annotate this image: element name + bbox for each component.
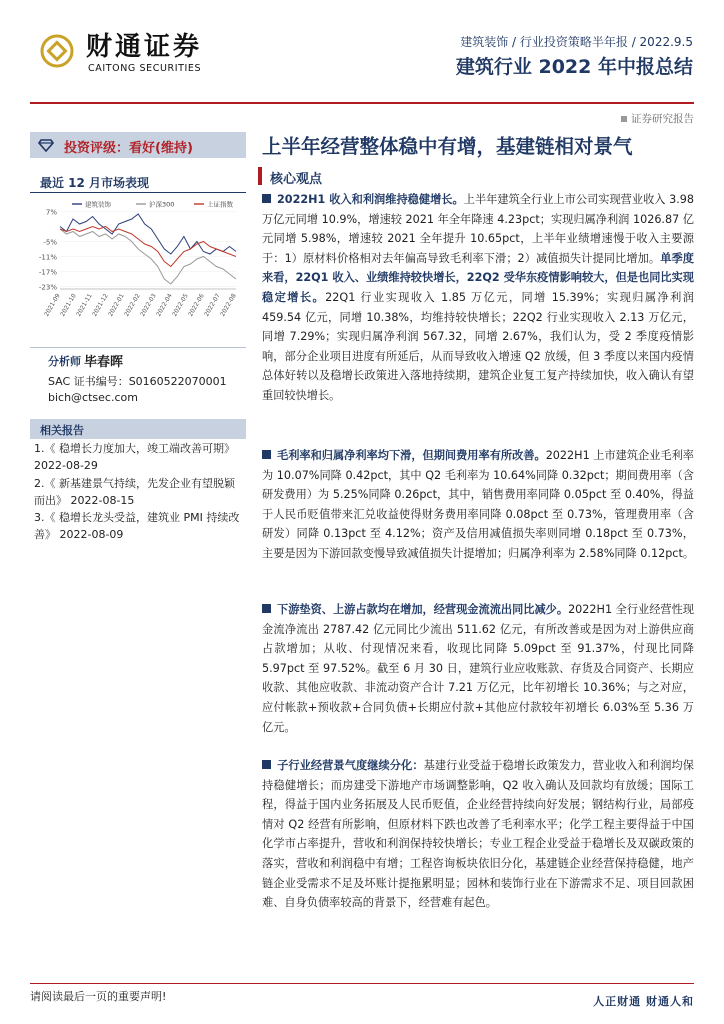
para-text: 2022H1 上市建筑企业毛利率为 10.07%同降 0.42pct，其中 Q2 毛利率为 10.64%同降 0.32pct；期间费用率（含研发费用）为 5.25%同降 0.26pct，其中，销售费用率同降 0.05pct 至 0.40%，得益于人民币贬值带来汇兑收益使得财务费用率同降 0.08pct 至 0.73%，管理费用率（含研发）同降 0.13pct 至 4.12%；资产及信用减值损失率则同增 0.18pct 至 0.73%，主要是因为下游回款变慢导致减值损失计提增加；归属净利率为 2.58%同降 0.12pct。 bbox=[262, 449, 695, 560]
chart-x-tick-label: 2022-03 bbox=[139, 292, 158, 318]
chart-legend-label: 上证指数 bbox=[207, 200, 233, 209]
report-type bbox=[600, 111, 694, 126]
bullet-icon bbox=[262, 760, 271, 769]
para-text: 基建行业受益于稳增长政策发力，营业收入和利润均保持稳健增长；而房建受下游地产市场调整影响，Q2 收入确认及回款均有放缓；国际工程，得益于国内业务拓展及人民币贬值，企业经营持续向好发展；钢结构行业，局部疫情对 Q2 经营有所影响，但原材料下跌也改善了毛利率水平；化学工程主要得益于中国化学市占率提升，营收和利润保持较快增长；专业工程企业受益于稳增长及双碳政策的落实，营收和利润稳中有增；工程咨询板块依旧分化，基建链企业经营保持稳健，地产链企业受需求不足及坏账计提拖累明显；园林和装饰行业在下游需求不足、项目回款困难、自身负债率较高的背景下，经营难有起色。 bbox=[262, 759, 694, 910]
logo-icon bbox=[40, 34, 74, 68]
chart-x-tick-label: 2022-04 bbox=[155, 292, 174, 318]
paragraph-revenue bbox=[262, 190, 694, 406]
para-bold: 下游垫资、上游占款均在增加，经营现金流流出同比减少。 bbox=[277, 603, 569, 616]
para-text: 2022H1 全行业经营性现金流净流出 2787.42 亿元同比少流出 511.62 亿元，有所改善或是因为对上游供应商占款增加；从收、付现情况来看，收现比同降 5.09pct 至 91.37%，付现比同降 5.97pct 至 97.52%。截至 6 月 30 日，建筑行业应收账款、存货及合同资产、长期应收款、其他应收款、非流动资产合计 7.21 万亿元，比年初增长 10.36%；与之对应，应付帐款+预收款+合同负债+长期应付款+其他应付款较年初增长 6.03%至 5.36 万亿元。 bbox=[262, 603, 694, 734]
related-report-2[interactable] bbox=[34, 475, 244, 509]
chart-y-tick-label: -11% bbox=[38, 253, 57, 262]
related-report-text: 新基建景气持续，先发企业有望脱颖而出 bbox=[34, 477, 235, 507]
chart-x-tick-label: 2021-12 bbox=[91, 292, 110, 318]
related-report-text: 稳增长力度加大，竣工端改善可期 bbox=[59, 442, 224, 455]
chart-y-tick-label: -5% bbox=[43, 238, 57, 247]
para-text: 上半年建筑全行业上市公司实现营业收入 3.98 万亿元同增 10.9%，增速较 2021 年全年降速 4.23pct；实现归属净利润 1026.87 亿元同增 5.98%，增速较 2021 全年提升 10.65pct，上半年业绩增速慢于收入主要源于：1）原材料价格相对去年偏高导致毛利率下滑；2）减值损失计提同比增加。 bbox=[262, 193, 695, 265]
related-report-date: 》 2022-08-15 bbox=[56, 494, 135, 507]
diamond-icon bbox=[38, 139, 54, 152]
logo-english: CAITONG SECURITIES bbox=[88, 63, 202, 74]
related-report-prefix: 2.《 bbox=[34, 477, 56, 490]
bullet-icon bbox=[262, 450, 271, 459]
para-bold: 子行业经营景气度继续分化： bbox=[277, 759, 424, 772]
breadcrumb: 建筑装饰 / 行业投资策略半年报 / 2022.9.5 bbox=[460, 35, 693, 49]
chart-legend-label: 建筑装饰 bbox=[85, 200, 111, 209]
para-bold: 毛利率和归属净利率均下滑，但期间费用率有所改善。 bbox=[277, 449, 546, 462]
related-report-text: 稳增长龙头受益，建筑业 PMI 持续改善 bbox=[34, 511, 240, 541]
chart-y-tick-label: -17% bbox=[38, 268, 57, 277]
market-performance-chart bbox=[30, 195, 246, 345]
footer-slogan: 人正财通 财通人和 bbox=[593, 995, 694, 1008]
paragraph-cashflow bbox=[262, 600, 694, 737]
chart-x-tick-label: 2022-06 bbox=[187, 292, 206, 318]
related-report-prefix: 1.《 bbox=[34, 442, 56, 455]
sac-number: SAC 证书编号：S0160522070001 bbox=[48, 375, 227, 388]
related-report-prefix: 3.《 bbox=[34, 511, 56, 524]
analyst-email[interactable]: bich@ctsec.com bbox=[48, 391, 138, 404]
para-text: 22Q1 行业实现收入 1.85 万亿元，同增 15.39%；实现归属净利润 459.54 亿元，同增 10.38%，均维持较快增长；22Q2 行业实现收入 2.13 万亿元，同增 7.29%；实现归属净利润 567.32，同增 2.67%，我们认为，受 2 季度疫情影响，部分企业项目进度有所延后，从而导致收入增速 Q2 放缓，但 3 季度以来国内疫情总体好转以及稳增长政策进入落地持续期，建筑企业复工复产持续加快，收入确认有望重回较快增长。 bbox=[262, 290, 694, 402]
headline: 上半年经营整体稳中有增，基建链相对景气 bbox=[262, 135, 633, 158]
chart-y-tick-label: -23% bbox=[38, 283, 57, 292]
market-performance-title: 最近 12 月市场表现 bbox=[40, 176, 150, 190]
report-type-label: 证券研究报告 bbox=[631, 113, 694, 125]
core-marker bbox=[258, 167, 262, 185]
related-report-1[interactable] bbox=[34, 440, 244, 474]
analyst-label: 分析师 bbox=[48, 355, 81, 368]
chart-x-tick-label: 2022-08 bbox=[219, 292, 238, 318]
report-title: 建筑行业 2022 年中报总结 bbox=[455, 56, 693, 78]
paragraph-margin bbox=[262, 446, 694, 564]
footer-disclaimer: 请阅读最后一页的重要声明! bbox=[30, 990, 167, 1003]
para-bold: 单季度来看，22Q1 收入、业绩维持较快增长，22Q2 受华东疫情影响较大，但是也同比实现稳定增长。 bbox=[262, 251, 694, 304]
chart-x-tick-label: 2022-01 bbox=[107, 292, 126, 318]
chart-x-tick-label: 2022-02 bbox=[123, 292, 142, 318]
investment-rating: 投资评级：看好(维持) bbox=[64, 141, 193, 156]
market-divider bbox=[30, 192, 246, 193]
footer-divider bbox=[30, 983, 694, 984]
analyst-name: 毕春晖 bbox=[84, 355, 124, 370]
related-reports-title: 相关报告 bbox=[40, 424, 84, 437]
chart-y-tick-label: 7% bbox=[45, 208, 57, 217]
logo-chinese: 财通证券 bbox=[86, 32, 203, 62]
analyst-divider bbox=[30, 347, 246, 348]
related-report-date: 》 2022-08-09 bbox=[45, 528, 124, 541]
chart-series-line bbox=[60, 227, 236, 267]
chart-x-tick-label: 2021-11 bbox=[75, 292, 94, 318]
chart-x-tick-label: 2022-07 bbox=[203, 292, 222, 318]
chart-legend-label: 沪深300 bbox=[149, 200, 175, 209]
para-bold: 2022H1 收入和利润维持稳健增长。 bbox=[277, 193, 464, 206]
core-title: 核心观点 bbox=[270, 172, 323, 187]
header-divider bbox=[30, 102, 694, 104]
related-report-3[interactable] bbox=[34, 509, 244, 543]
chart-x-tick-label: 2021-09 bbox=[43, 292, 62, 318]
chart-x-tick-label: 2021-10 bbox=[59, 292, 78, 318]
bullet-icon bbox=[262, 194, 271, 203]
related-report-date: 》 2022-08-29 bbox=[34, 442, 235, 472]
bullet-icon bbox=[262, 604, 271, 613]
square-icon bbox=[621, 116, 627, 122]
paragraph-subsector bbox=[262, 756, 694, 913]
chart-x-tick-label: 2022-05 bbox=[171, 292, 190, 318]
